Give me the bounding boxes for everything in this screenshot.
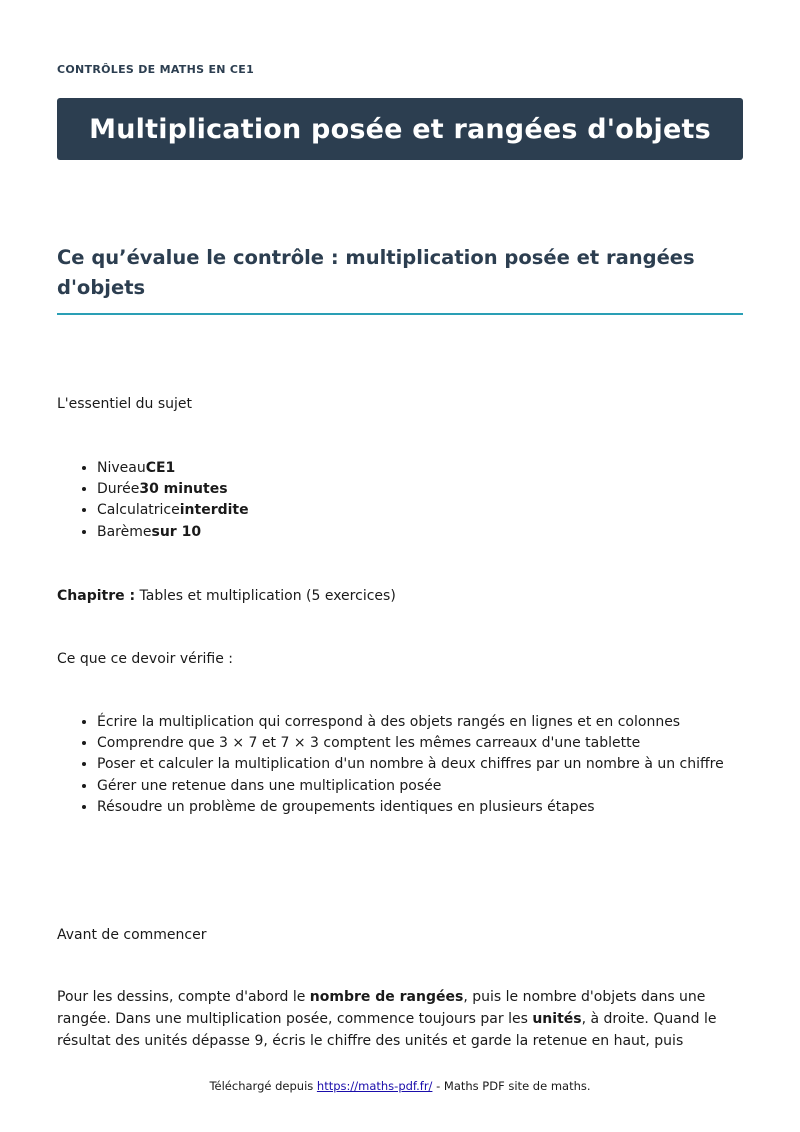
item-value: 30 minutes: [139, 481, 228, 498]
section-heading: Ce qu’évalue le contrôle : multiplication posée et rangées d'objets: [57, 243, 743, 315]
chapter-line: [57, 586, 396, 607]
paragraph-text: Pour les dessins, compte d'abord le: [57, 989, 310, 1005]
essentials-list: [57, 458, 249, 543]
list-item: • Résoudre un problème de groupements identiques en plusieurs étapes: [97, 797, 724, 818]
checks-label: Ce que ce devoir vérifie :: [57, 651, 234, 667]
paragraph-bold: unités: [532, 1011, 582, 1027]
footer-suffix: - Maths PDF site de maths.: [432, 1079, 591, 1093]
item-value: interdite: [179, 502, 249, 519]
page-title: Multiplication posée et rangées d'objets: [89, 113, 711, 145]
series-label: CONTRÔLES DE MATHS EN CE1: [57, 63, 255, 76]
checks-list: [57, 712, 724, 818]
chapter-label: Chapitre :: [57, 588, 136, 604]
item-key: Durée: [97, 481, 140, 498]
list-item: [97, 500, 249, 521]
list-item: [97, 458, 249, 479]
list-item: • Gérer une retenue dans une multiplication posée: [97, 776, 724, 797]
list-item: • Poser et calculer la multiplication d'un nombre à deux chiffres par un nombre à un chiffre: [97, 754, 724, 775]
footer-prefix: Téléchargé depuis: [209, 1079, 317, 1093]
item-key: Barème: [97, 523, 152, 540]
paragraph-text: , à droite. Quand le résultat des unités dépasse 9, écris le chiffre des unités et garde la retenue en haut, puis: [57, 1011, 717, 1049]
item-key: Calculatrice: [97, 502, 180, 519]
before-start-label: Avant de commencer: [57, 927, 207, 943]
item-value: CE1: [145, 460, 176, 476]
item-value: sur 10: [151, 523, 202, 540]
page-footer: [0, 1079, 800, 1093]
list-item: • Comprendre que 3 × 7 et 7 × 3 comptent les mêmes carreaux d'une tablette: [97, 733, 724, 754]
footer-link[interactable]: https://maths-pdf.fr/: [316, 1079, 433, 1093]
paragraph-bold: nombre de rangées: [309, 989, 464, 1005]
paragraph-text: , puis le nombre d'objets dans une rangée. Dans une multiplication posée, commence toujours par les: [57, 989, 706, 1027]
before-start-paragraph: [57, 986, 743, 1052]
list-item: [97, 522, 249, 543]
essentials-label: L'essentiel du sujet: [57, 396, 193, 412]
list-item: • Écrire la multiplication qui correspond à des objets rangés en lignes et en colonnes: [97, 712, 724, 733]
list-item: [97, 479, 249, 500]
title-banner: [57, 98, 743, 160]
chapter-value: Tables et multiplication (5 exercices): [139, 588, 396, 604]
item-key: Niveau: [97, 460, 146, 476]
